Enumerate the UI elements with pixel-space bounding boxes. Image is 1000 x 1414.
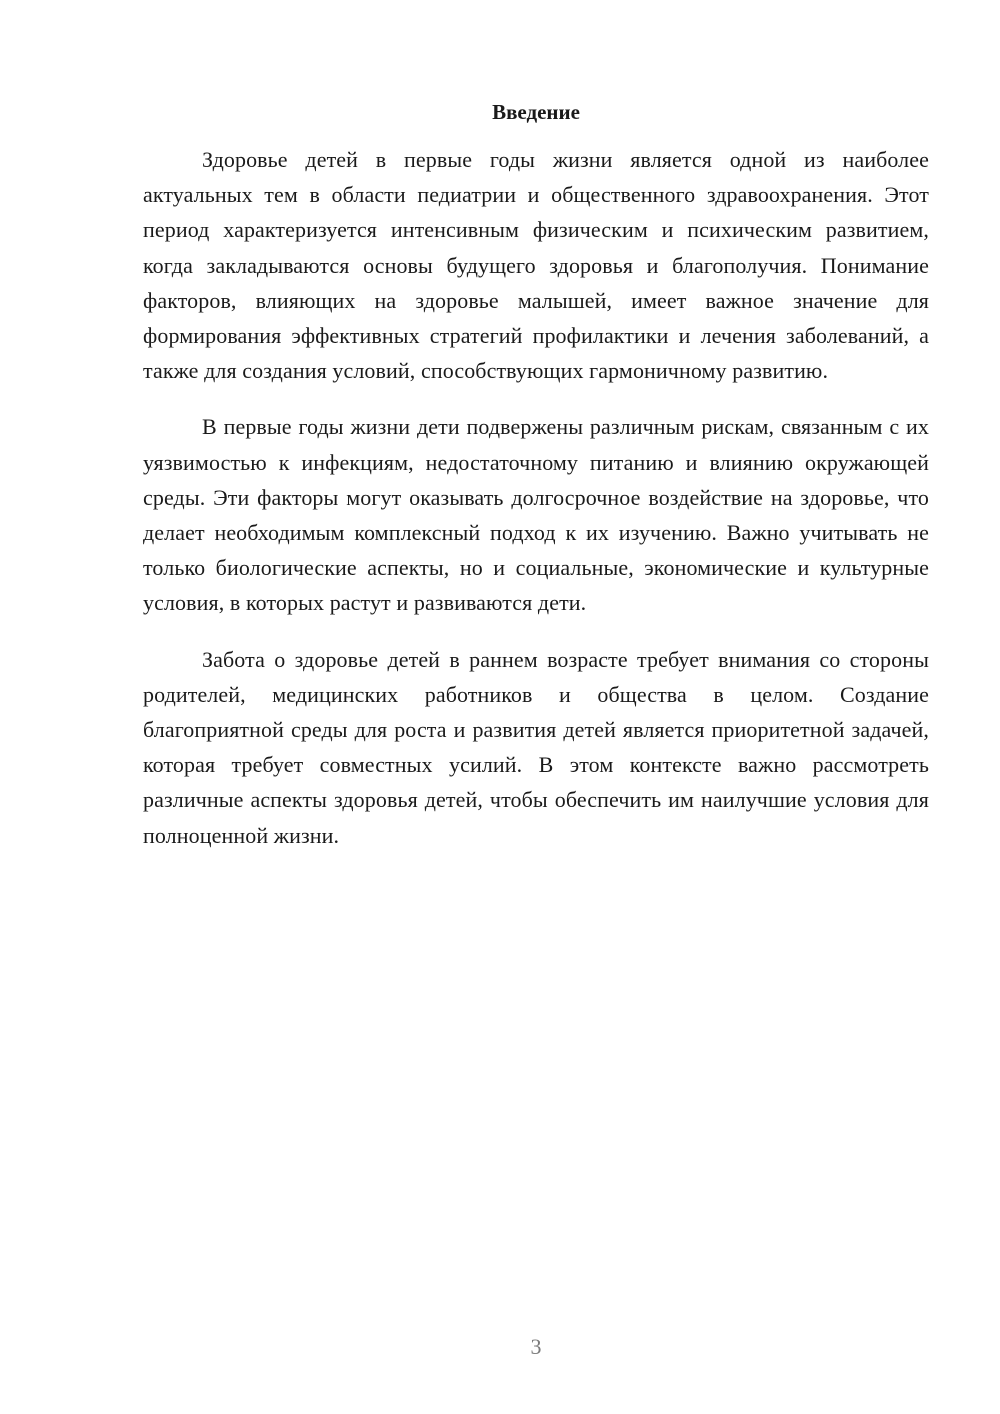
page-number: 3: [530, 1334, 542, 1359]
body-text: [143, 142, 929, 874]
paragraph-2: В первые годы жизни дети подвержены различным рискам, связанным с их уязвимостью к инфекциям, недостаточному питанию и влиянию окружающей среды. Эти факторы могут оказывать долгосрочное воздействие на здоровье, что делает необходимым комплексный подход к их изучению. Важно учитывать не только биологические аспекты, но и социальные, экономические и культурные условия, в которых растут и развиваются дети.: [143, 414, 929, 616]
page-title: Введение: [492, 100, 580, 124]
paragraph-1: Здоровье детей в первые годы жизни является одной из наиболее актуальных тем в области педиатрии и общественного здравоохранения. Этот период характеризуется интенсивным физическим и психическим развитием, когда закладываются основы будущего здоровья и благополучия. Понимание факторов, влияющих на здоровье малышей, имеет важное значение для формирования эффективных стратегий профилактики и лечения заболеваний, а также для создания условий, способствующих гармоничному развитию.: [143, 147, 929, 384]
paragraph-3: Забота о здоровье детей в раннем возрасте требует внимания со стороны родителей, медицинских работников и общества в целом. Создание благоприятной среды для роста и развития детей является приоритетной задачей, которая требует совместных усилий. В этом контексте важно рассмотреть различные аспекты здоровья детей, чтобы обеспечить им наилучшие условия для полноценной жизни.: [143, 646, 929, 848]
